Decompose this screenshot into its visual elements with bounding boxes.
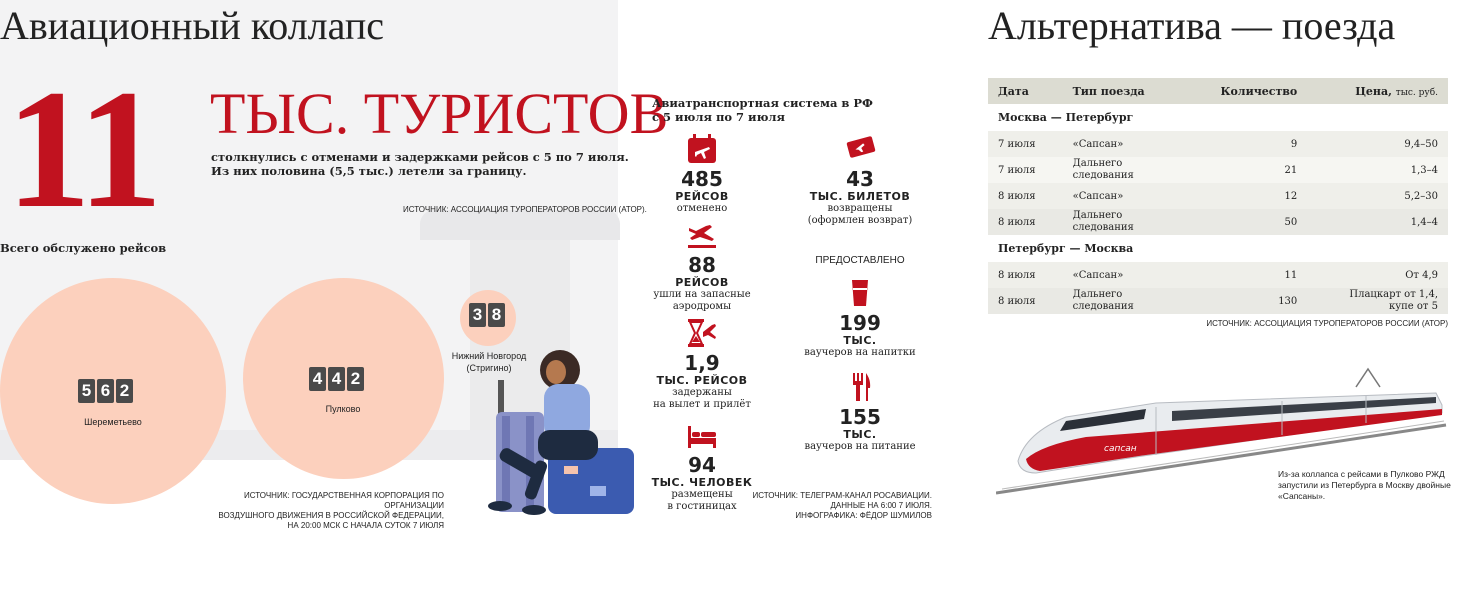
fork-knife-icon <box>844 372 876 402</box>
stat-tickets <box>800 134 920 227</box>
header-count: Количество <box>1182 78 1307 104</box>
stat-desc: задержаны <box>672 387 732 398</box>
train-caption-line-1: Из-за коллапса с рейсами в Пулково РЖД <box>1278 469 1445 479</box>
source-ator-trains: ИСТОЧНИК: АССОЦИАЦИЯ ТУРОПЕРАТОРОВ РОССИИ (АТОР) <box>1206 319 1448 328</box>
cell-price: От 4,9 <box>1307 262 1448 288</box>
cell-type-line-1: Дальнего <box>1072 289 1123 300</box>
header-price <box>1307 78 1448 104</box>
stat-delayed <box>642 318 762 411</box>
counter-digit: 2 <box>347 367 364 391</box>
cell-type-line-2: следования <box>1072 222 1134 233</box>
header-date: Дата <box>988 78 1063 104</box>
cell-date: 7 июля <box>998 164 1036 176</box>
train-caption-line-3: «Сапсаны». <box>1278 491 1326 501</box>
group-row <box>988 104 1448 131</box>
source-rosaviatsia-line-3: ИНФОГРАФИКА: ФЁДОР ШУМИЛОВ <box>795 511 932 520</box>
counter-digit: 2 <box>116 379 133 403</box>
cell-type: «Сапсан» <box>1063 183 1182 209</box>
cell-date: 8 июля <box>988 262 1063 288</box>
table-row <box>988 131 1448 157</box>
cell-price: 5,2–30 <box>1307 183 1448 209</box>
hourglass-plane-icon <box>686 318 718 348</box>
cell-count: 12 <box>1182 183 1307 209</box>
subtitle-line-1: столкнулись с отменами и задержками рейсов с 5 по 7 июля. <box>211 150 629 164</box>
cell-date: 8 июля <box>998 295 1036 307</box>
cell-price: 1,4–4 <box>1410 216 1438 228</box>
cell-type <box>1063 209 1182 235</box>
pulkovo-label: Пулково <box>325 404 361 414</box>
header-price-label: Цена, <box>1355 84 1392 98</box>
stat-number: 88 <box>688 253 716 277</box>
counter-digit: 3 <box>469 303 486 327</box>
cell-type <box>1063 157 1182 183</box>
cell-type-line-1: Дальнего <box>1072 210 1123 221</box>
cell-count: 130 <box>1278 295 1298 307</box>
provided-label: ПРЕДОСТАВЛЕНО <box>815 255 905 266</box>
stat-drinks <box>800 278 920 359</box>
subtitle <box>211 150 629 178</box>
source-rosaviatsia-line-2: ДАННЫЕ НА 6:00 7 ИЮЛЯ. <box>830 501 932 510</box>
big-number-unit: ТЫС. ТУРИСТОВ <box>210 81 669 146</box>
counter-digit: 4 <box>309 367 326 391</box>
cell-type-line-2: следования <box>1072 301 1134 312</box>
train-logo-text: сапсан <box>1104 444 1137 454</box>
trains-table <box>988 78 1448 314</box>
stat-number: 199 <box>839 311 881 335</box>
cell-type: «Сапсан» <box>1063 262 1182 288</box>
group-spb-moscow: Петербург — Москва <box>998 242 1134 255</box>
stat-unit: ТЫС. ЧЕЛОВЕК <box>651 476 753 489</box>
source-rosaviatsia-line-1: ИСТОЧНИК: ТЕЛЕГРАМ-КАНАЛ РОСАВИАЦИИ. <box>752 491 932 500</box>
left-title: Авиационный коллапс <box>0 3 385 48</box>
header-price-unit: тыс. руб. <box>1395 87 1438 98</box>
stat-unit: ТЫС. <box>843 334 877 347</box>
stat-unit: ТЫС. БИЛЕТОВ <box>809 190 911 203</box>
cell-date: 8 июля <box>988 183 1063 209</box>
stat-desc: (оформлен возврат) <box>807 215 913 226</box>
nizhny-label-line-2: (Стригино) <box>466 363 512 373</box>
header-type: Тип поезда <box>1063 78 1182 104</box>
landing-plane-icon <box>686 220 718 250</box>
middle-title-line-1: Авиатранспортная система в РФ <box>652 96 873 110</box>
right-title: Альтернатива — поезда <box>988 3 1396 48</box>
train-caption <box>1278 469 1451 502</box>
cell-type: «Сапсан» <box>1063 131 1182 157</box>
stat-unit: РЕЙСОВ <box>675 190 729 203</box>
stat-number: 43 <box>846 167 874 191</box>
cell-price: 1,3–4 <box>1410 164 1438 176</box>
stat-number: 485 <box>681 167 723 191</box>
cell-count: 9 <box>1182 131 1307 157</box>
middle-title-line-2: с 5 июля по 7 июля <box>652 110 785 124</box>
stat-desc: ваучеров на питание <box>804 441 916 452</box>
cell-type-line-2: следования <box>1072 170 1134 181</box>
stat-desc: в гостиницах <box>667 501 737 512</box>
counter-digit: 5 <box>78 379 95 403</box>
source-gkovd <box>208 491 444 531</box>
calendar-plane-icon <box>686 134 718 164</box>
stat-desc: аэродромы <box>672 301 732 312</box>
bed-icon <box>686 420 718 450</box>
cell-price: 9,4–50 <box>1307 131 1448 157</box>
cup-icon <box>844 278 876 308</box>
cell-date: 8 июля <box>998 216 1036 228</box>
table-row <box>988 288 1448 314</box>
group-moscow-spb: Москва — Петербург <box>998 111 1134 124</box>
stat-desc: размещены <box>671 489 733 500</box>
table-row <box>988 157 1448 183</box>
stat-number: 1,9 <box>684 351 720 375</box>
stat-desc: ушли на запасные <box>653 289 751 300</box>
cell-count: 21 <box>1284 164 1298 176</box>
stat-desc: на вылет и прилёт <box>653 399 751 410</box>
cell-count: 11 <box>1182 262 1307 288</box>
sheremetyevo-counter <box>78 379 133 403</box>
cell-price-line-1: Плацкарт от 1,4, <box>1349 289 1438 300</box>
sheremetyevo-label: Шереметьево <box>84 417 142 427</box>
source-ator: ИСТОЧНИК: АССОЦИАЦИЯ ТУРОПЕРАТОРОВ РОССИИ (АТОР). <box>403 205 647 214</box>
stat-desc: отменено <box>676 203 728 214</box>
table-row <box>988 183 1448 209</box>
table-header-row <box>988 78 1448 104</box>
counter-digit: 4 <box>328 367 345 391</box>
ticket-icon <box>844 134 876 164</box>
table-row <box>988 262 1448 288</box>
middle-title <box>652 96 873 124</box>
counter-digit: 8 <box>488 303 505 327</box>
nizhny-label-line-1: Нижний Новгород <box>451 351 527 361</box>
stat-unit: ТЫС. РЕЙСОВ <box>656 374 748 387</box>
stat-unit: РЕЙСОВ <box>675 276 729 289</box>
pulkovo-counter <box>309 367 364 391</box>
cell-type <box>1063 288 1182 314</box>
traveller-illustration <box>460 320 640 520</box>
stat-desc: возвращены <box>827 203 893 214</box>
stat-diverted <box>642 220 762 313</box>
counter-digit: 6 <box>97 379 114 403</box>
cell-date: 7 июля <box>988 131 1063 157</box>
source-gkovd-line-3: НА 20:00 МСК С НАЧАЛА СУТОК 7 ИЮЛЯ <box>287 521 444 530</box>
big-number: 11 <box>6 55 159 243</box>
table-row <box>988 209 1448 235</box>
stat-food <box>800 372 920 453</box>
cell-price-line-2: купе от 5 <box>1389 301 1438 312</box>
stat-number: 94 <box>688 453 716 477</box>
stat-number: 155 <box>839 405 881 429</box>
train-caption-line-2: запустили из Петербурга в Москву двойные <box>1278 480 1451 490</box>
served-label: Всего обслужено рейсов <box>0 241 167 255</box>
source-rosaviatsia <box>736 491 932 521</box>
source-gkovd-line-1: ИСТОЧНИК: ГОСУДАРСТВЕННАЯ КОРПОРАЦИЯ ПО ОРГАНИЗАЦИИ <box>244 491 444 510</box>
cell-price <box>1307 288 1448 314</box>
stat-cancelled <box>642 134 762 215</box>
subtitle-line-2: Из них половина (5,5 тыс.) летели за границу. <box>211 164 527 178</box>
cell-type-line-1: Дальнего <box>1072 158 1123 169</box>
group-row <box>988 235 1448 262</box>
cell-count: 50 <box>1284 216 1298 228</box>
stat-unit: ТЫС. <box>843 428 877 441</box>
stat-desc: ваучеров на напитки <box>804 347 916 358</box>
source-gkovd-line-2: ВОЗДУШНОГО ДВИЖЕНИЯ В РОССИЙСКОЙ ФЕДЕРАЦИИ, <box>218 511 444 520</box>
